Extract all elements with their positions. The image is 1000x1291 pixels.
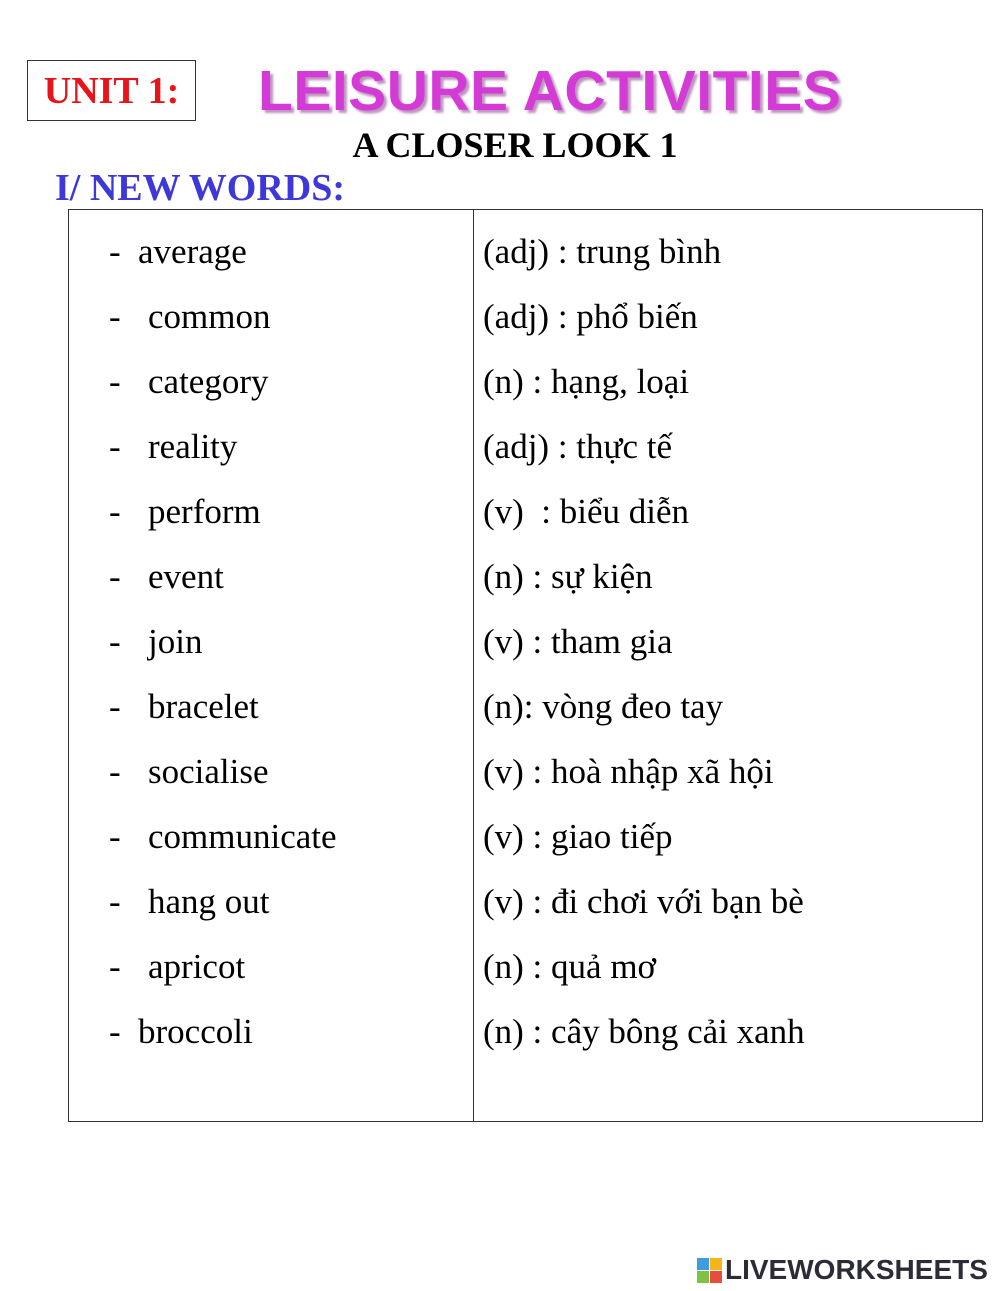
vocab-meaning: (adj) : phổ biến [483, 297, 698, 336]
vocab-meaning: (adj) : thực tế [483, 427, 673, 466]
vocab-word-text: apricot [148, 947, 246, 986]
vocab-word-text: event [148, 557, 224, 596]
liveworksheets-logo [697, 1255, 988, 1285]
vocab-word [109, 492, 261, 532]
table-row [69, 232, 982, 297]
vocab-word-text: hang out [148, 882, 270, 921]
vocab-word [109, 1012, 253, 1052]
vocab-meaning: (v) : đi chơi với bạn bè [483, 882, 804, 921]
vocab-meaning: (v) : tham gia [483, 622, 673, 661]
vocab-word-text: communicate [148, 817, 337, 856]
vocab-word [109, 622, 202, 662]
table-row [69, 882, 982, 947]
table-row [69, 752, 982, 817]
vocab-word-text: join [148, 622, 203, 661]
vocab-meaning: (n) : cây bông cải xanh [483, 1012, 805, 1051]
vocab-word [109, 817, 337, 857]
table-row [69, 297, 982, 362]
list-dash: - [109, 1012, 121, 1051]
table-row [69, 817, 982, 882]
vocab-meaning: (adj) : trung bình [483, 232, 722, 271]
logo-text: LIVEWORKSHEETS [725, 1254, 988, 1285]
vocab-meaning: (v) : biểu diễn [483, 492, 690, 531]
vocab-word-text: perform [148, 492, 261, 531]
table-row [69, 1012, 982, 1077]
list-dash: - [109, 232, 121, 271]
vocab-word [109, 557, 224, 597]
table-row [69, 362, 982, 427]
table-row [69, 687, 982, 752]
unit-label-box [27, 60, 196, 121]
vocab-meaning: (v) : hoà nhập xã hội [483, 752, 774, 791]
section-heading: I/ NEW WORDS: [55, 167, 345, 209]
vocab-meaning: (v) : giao tiếp [483, 817, 673, 856]
vocab-meaning: (n) : sự kiện [483, 557, 653, 596]
table-row [69, 622, 982, 687]
vocabulary-table [68, 209, 983, 1122]
list-dash: - [109, 297, 121, 336]
vocab-word [109, 882, 270, 922]
list-dash: - [109, 622, 121, 661]
unit-label: UNIT 1: [43, 69, 180, 112]
vocab-word-text: reality [148, 427, 238, 466]
vocab-meaning: (n) : hạng, loại [483, 362, 690, 401]
list-dash: - [109, 492, 121, 531]
vocab-word-text: category [148, 362, 269, 401]
list-dash: - [109, 947, 121, 986]
table-row [69, 557, 982, 622]
list-dash: - [109, 362, 121, 401]
table-row [69, 492, 982, 557]
vocab-word [109, 947, 245, 987]
liveworksheets-logo-icon [697, 1258, 722, 1283]
vocab-word-text: bracelet [148, 687, 259, 726]
table-row [69, 427, 982, 492]
list-dash: - [109, 882, 121, 921]
vocab-word-text: broccoli [138, 1012, 253, 1051]
list-dash: - [109, 687, 121, 726]
vocab-word [109, 232, 247, 272]
list-dash: - [109, 817, 121, 856]
list-dash: - [109, 427, 121, 466]
list-dash: - [109, 557, 121, 596]
list-dash: - [109, 752, 121, 791]
vocab-word-text: average [138, 232, 247, 271]
table-row [69, 947, 982, 1012]
vocab-word-text: socialise [148, 752, 269, 791]
vocab-word [109, 427, 237, 467]
vocab-word [109, 297, 270, 337]
vocab-word [109, 362, 268, 402]
vocab-word-text: common [148, 297, 271, 336]
page-title: LEISURE ACTIVITIES [258, 59, 842, 123]
page-subtitle: A CLOSER LOOK 1 [352, 125, 678, 165]
vocab-meaning: (n): vòng đeo tay [483, 687, 724, 726]
vocab-word [109, 687, 259, 727]
vocab-meaning: (n) : quả mơ [483, 947, 657, 986]
vocab-word [109, 752, 269, 792]
